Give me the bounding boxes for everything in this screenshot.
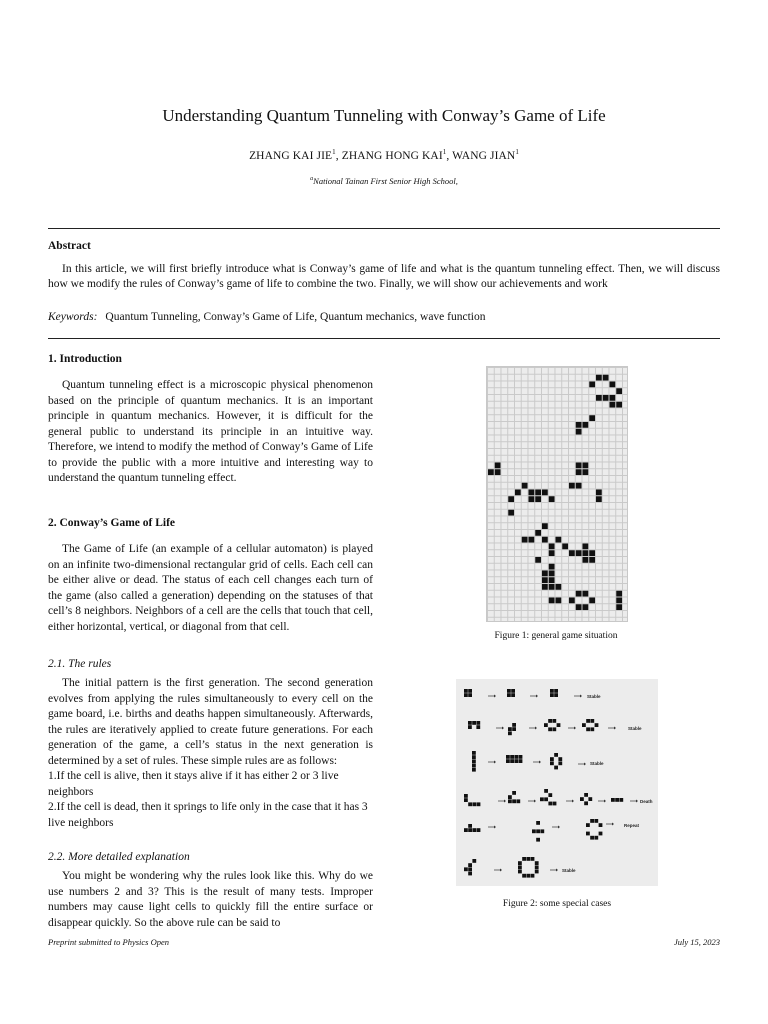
live-cell <box>583 604 589 610</box>
oscillator-pattern <box>532 829 536 833</box>
glider-pattern <box>468 872 472 876</box>
live-cell <box>529 490 535 496</box>
affiliation-mark: a <box>310 176 314 183</box>
beehive-pattern <box>586 727 590 731</box>
author-list <box>0 148 768 162</box>
live-cell <box>556 584 562 590</box>
live-cell <box>556 598 562 604</box>
live-cell <box>488 469 494 475</box>
live-cell <box>583 544 589 550</box>
dying-pattern <box>464 794 468 798</box>
block-pattern <box>514 759 518 763</box>
transition-arrowhead <box>574 727 576 730</box>
oscillator-pattern <box>594 836 598 840</box>
rule-1: 1.If the cell is alive, then it stays alive if it has either 2 or 3 live neighbors <box>48 770 339 798</box>
dying-pattern <box>508 795 512 799</box>
section-2-paragraph: The Game of Life (an example of a cellular automaton) is played on an infinite two-dimensional rectangular grid of cells. Each cell can be either alive or dead. The status of each cell changes each turn of the game (also called a generation) depending on the statuses of that cell’s 8 neighbors. Neighbors of a cell are the cells that touch that cell, either horizontal, vertical, or diagonal from that cell. <box>48 543 373 633</box>
block-pattern <box>554 689 558 693</box>
transition-arrowhead <box>614 727 616 730</box>
oscillator-pattern <box>599 823 603 827</box>
live-cell <box>515 490 521 496</box>
author-name: WANG JIAN <box>452 149 516 162</box>
block-pattern <box>554 693 558 697</box>
ring-pattern <box>554 766 558 770</box>
ring-pattern <box>522 874 526 878</box>
live-cell <box>596 490 602 496</box>
live-cell <box>535 557 541 563</box>
live-cell <box>508 510 514 516</box>
ring-pattern <box>518 861 522 865</box>
live-cell <box>603 395 609 401</box>
author-affiliation-mark: 1 <box>442 148 447 156</box>
block-pattern <box>519 755 523 759</box>
outcome-label: Death <box>640 799 653 804</box>
oscillator-pattern <box>586 832 590 836</box>
live-cell <box>583 591 589 597</box>
outcome-label: Stable <box>590 761 604 766</box>
abstract-bottom-rule <box>48 338 720 339</box>
subsection-2-1-body <box>48 676 373 831</box>
rule-2: 2.If the cell is dead, then it springs to life only in the case that it has 3 live neighbors <box>48 801 368 829</box>
seed-pattern <box>472 721 476 725</box>
seed-pattern <box>512 727 516 731</box>
live-cell <box>569 550 575 556</box>
live-cell <box>610 395 616 401</box>
live-cell <box>576 483 582 489</box>
live-cell <box>542 577 548 583</box>
block-pattern <box>507 689 511 693</box>
live-cell <box>535 490 541 496</box>
transition-arrowhead <box>556 869 558 872</box>
rules-paragraph: The initial pattern is the first generation. The second generation evolves from applying the rules simultaneously to every cell on the game board, i.e. births and deaths happen simultaneously. Afterwards, the rules are iteratively applied to create future generations. For each generation of the game, a cell’s status in the next generation is determined by a set of rules. These simple rules are as follows: <box>48 677 373 767</box>
dying-pattern <box>468 802 472 806</box>
seed-pattern <box>512 723 516 727</box>
live-cell <box>576 591 582 597</box>
block-pattern <box>468 693 472 697</box>
oscillator-pattern <box>536 829 540 833</box>
author-name: ZHANG HONG KAI <box>341 149 443 162</box>
ring-pattern <box>550 757 554 761</box>
line-pattern <box>472 751 476 755</box>
live-cell <box>529 496 535 502</box>
ring-pattern <box>558 757 562 761</box>
transition-arrowhead <box>558 826 560 829</box>
dying-pattern <box>512 791 516 795</box>
block-pattern <box>510 755 514 759</box>
glider-pattern <box>472 859 476 863</box>
live-cell <box>542 490 548 496</box>
oscillator-pattern <box>477 828 481 832</box>
dying-pattern <box>516 799 520 803</box>
subsection-2-1-heading: 2.1. The rules <box>48 658 112 670</box>
transition-arrowhead <box>612 823 614 826</box>
beehive-pattern <box>544 723 548 727</box>
dying-pattern <box>508 799 512 803</box>
live-cell <box>569 598 575 604</box>
figure-1-caption: Figure 1: general game situation <box>494 631 618 641</box>
dying-pattern <box>548 802 552 806</box>
live-cell <box>610 382 616 388</box>
transition-arrowhead <box>636 800 638 803</box>
live-cell <box>589 598 595 604</box>
outcome-label: Stable <box>587 694 601 699</box>
author-affiliation-mark: 1 <box>332 148 336 156</box>
live-cell <box>583 469 589 475</box>
dying-pattern <box>540 797 544 801</box>
live-cell <box>549 571 555 577</box>
transition-arrowhead <box>494 695 496 698</box>
ring-pattern <box>531 857 535 861</box>
oscillator-pattern <box>536 838 540 842</box>
section-1-heading: 1. Introduction <box>48 353 122 365</box>
live-cell <box>549 550 555 556</box>
oscillator-pattern <box>468 824 472 828</box>
live-cell <box>576 429 582 435</box>
transition-arrowhead <box>534 800 536 803</box>
affiliation-text: National Tainan First Senior High School, <box>313 176 458 186</box>
live-cell <box>542 537 548 543</box>
live-cell <box>549 544 555 550</box>
block-pattern <box>510 759 514 763</box>
live-cell <box>583 463 589 469</box>
live-cell <box>596 395 602 401</box>
paper-title: Understanding Quantum Tunneling with Conway’s Game of Life <box>162 106 606 125</box>
live-cell <box>562 544 568 550</box>
live-cell <box>508 496 514 502</box>
live-cell <box>616 591 622 597</box>
footer-preprint: Preprint submitted to Physics Open <box>48 937 170 947</box>
beehive-pattern <box>595 723 599 727</box>
subsection-2-2-heading: 2.2. More detailed explanation <box>48 851 190 863</box>
oscillator-pattern <box>468 828 472 832</box>
live-cell <box>616 402 622 408</box>
ring-pattern <box>535 861 539 865</box>
dying-pattern <box>580 797 584 801</box>
dying-pattern <box>464 798 468 802</box>
live-cell <box>542 584 548 590</box>
dying-pattern <box>512 799 516 803</box>
block-pattern <box>550 693 554 697</box>
beehive-pattern <box>548 727 552 731</box>
live-cell <box>616 598 622 604</box>
transition-arrowhead <box>535 727 537 730</box>
line-pattern <box>472 755 476 759</box>
live-cell <box>549 598 555 604</box>
seed-pattern <box>468 725 472 729</box>
outcome-label: Stable <box>628 726 642 731</box>
subsection-2-2-body <box>48 869 373 931</box>
live-cell <box>549 577 555 583</box>
live-cell <box>583 550 589 556</box>
dying-pattern <box>548 793 552 797</box>
affiliation <box>0 176 768 186</box>
transition-arrowhead <box>500 869 502 872</box>
figure-1-live-cells <box>487 367 627 621</box>
transition-arrowhead <box>604 800 606 803</box>
block-pattern <box>506 759 510 763</box>
seed-pattern <box>508 731 512 735</box>
transition-arrowhead <box>504 800 506 803</box>
block-pattern <box>550 689 554 693</box>
dying-pattern <box>619 798 623 802</box>
keywords-label: Keywords: <box>48 311 98 323</box>
dying-pattern <box>611 798 615 802</box>
author-name: ZHANG KAI JIE <box>249 149 333 162</box>
block-pattern <box>506 755 510 759</box>
glider-pattern <box>468 863 472 867</box>
beehive-pattern <box>586 719 590 723</box>
live-cell <box>576 422 582 428</box>
author-separator: , <box>446 149 453 162</box>
outcome-label: Stable <box>562 868 576 873</box>
live-cell <box>549 584 555 590</box>
ring-pattern <box>518 870 522 874</box>
live-cell <box>522 483 528 489</box>
transition-arrowhead <box>539 761 541 764</box>
dying-pattern <box>544 789 548 793</box>
dying-pattern <box>588 797 592 801</box>
line-pattern <box>472 759 476 763</box>
live-cell <box>535 496 541 502</box>
ring-pattern <box>526 874 530 878</box>
live-cell <box>616 388 622 394</box>
top-rule <box>48 228 720 229</box>
dying-pattern <box>584 793 588 797</box>
live-cell <box>576 469 582 475</box>
live-cell <box>522 537 528 543</box>
abstract-text: In this article, we will first briefly introduce what is Conway’s game of life and what is the quantum tunneling effect. Then, we will discuss how we modify the rules of Conway’s game of life to combine the two. Finally, we will show our achievements and work <box>48 263 720 290</box>
beehive-pattern <box>582 723 586 727</box>
beehive-pattern <box>590 727 594 731</box>
dying-pattern <box>544 797 548 801</box>
figure-2-special-cases <box>456 679 658 886</box>
seed-pattern <box>476 721 480 725</box>
author-affiliation-mark: 1 <box>515 148 519 156</box>
live-cell <box>576 463 582 469</box>
live-cell <box>596 496 602 502</box>
block-pattern <box>464 693 468 697</box>
transition-arrowhead <box>584 763 586 766</box>
live-cell <box>549 496 555 502</box>
keywords-text: Quantum Tunneling, Conway’s Game of Life, Quantum mechanics, wave function <box>105 311 486 323</box>
live-cell <box>549 564 555 570</box>
abstract-heading: Abstract <box>48 240 91 252</box>
glider-pattern <box>464 867 468 871</box>
dying-pattern <box>615 798 619 802</box>
live-cell <box>556 537 562 543</box>
dying-pattern <box>477 802 481 806</box>
block-pattern <box>519 759 523 763</box>
beehive-pattern <box>548 719 552 723</box>
transition-arrowhead <box>536 695 538 698</box>
transition-arrowhead <box>580 695 582 698</box>
ring-pattern <box>535 865 539 869</box>
transition-arrowhead <box>494 761 496 764</box>
oscillator-pattern <box>590 819 594 823</box>
figure-2-caption: Figure 2: some special cases <box>502 899 612 909</box>
figure-2-pattern-rows <box>456 679 658 886</box>
block-pattern <box>468 689 472 693</box>
live-cell <box>589 557 595 563</box>
ring-pattern <box>531 874 535 878</box>
beehive-pattern <box>552 727 556 731</box>
live-cell <box>542 571 548 577</box>
live-cell <box>529 537 535 543</box>
section-2-heading: 2. Conway’s Game of Life <box>48 517 176 529</box>
ring-pattern <box>522 857 526 861</box>
block-pattern <box>507 693 511 697</box>
beehive-pattern <box>552 719 556 723</box>
section-2-body <box>48 542 373 635</box>
transition-arrowhead <box>502 727 504 730</box>
outcome-label: Repeat <box>624 823 640 828</box>
dying-pattern <box>584 801 588 805</box>
live-cell <box>535 530 541 536</box>
block-pattern <box>511 693 515 697</box>
ring-pattern <box>558 761 562 765</box>
live-cell <box>596 375 602 381</box>
oscillator-pattern <box>464 828 468 832</box>
live-cell <box>610 402 616 408</box>
oscillator-pattern <box>472 828 476 832</box>
oscillator-pattern <box>599 832 603 836</box>
dying-pattern <box>553 802 557 806</box>
live-cell <box>589 415 595 421</box>
live-cell <box>583 422 589 428</box>
ring-pattern <box>554 753 558 757</box>
beehive-pattern <box>557 723 561 727</box>
oscillator-pattern <box>536 821 540 825</box>
line-pattern <box>472 768 476 772</box>
live-cell <box>589 382 595 388</box>
live-cell <box>576 550 582 556</box>
line-pattern <box>472 764 476 768</box>
glider-pattern <box>468 867 472 871</box>
keywords-line <box>48 311 485 323</box>
seed-pattern <box>508 727 512 731</box>
seed-pattern <box>468 721 472 725</box>
oscillator-pattern <box>590 836 594 840</box>
footer-date: July 15, 2023 <box>673 937 720 947</box>
ring-pattern <box>526 857 530 861</box>
block-pattern <box>514 755 518 759</box>
live-cell <box>576 604 582 610</box>
ring-pattern <box>518 865 522 869</box>
live-cell <box>542 523 548 529</box>
live-cell <box>495 469 501 475</box>
section-1-body <box>48 378 373 487</box>
ring-pattern <box>535 870 539 874</box>
ring-pattern <box>550 761 554 765</box>
live-cell <box>616 604 622 610</box>
live-cell <box>603 375 609 381</box>
transition-arrowhead <box>572 800 574 803</box>
beehive-pattern <box>590 719 594 723</box>
explanation-paragraph: You might be wondering why the rules look like this. Why do we use numbers 2 and 3? This is the result of many tests. Improper numbers may cause light cells to quickly fill the entire surface or disappear quickly. So the above rule can be said to <box>48 870 373 929</box>
live-cell <box>589 550 595 556</box>
seed-pattern <box>476 725 480 729</box>
block-pattern <box>464 689 468 693</box>
live-cell <box>495 463 501 469</box>
oscillator-pattern <box>594 819 598 823</box>
oscillator-pattern <box>540 829 544 833</box>
author-separator: , <box>335 149 342 162</box>
transition-arrowhead <box>494 826 496 829</box>
section-1-paragraph: Quantum tunneling effect is a microscopic physical phenomenon based on the principle of quantum mechanics. It is an important principle in quantum mechanics. However, it is difficult for the general public to understand its principle in an intuitive way. Therefore, we intend to modify the method of Conway’s Game of Life to provide the public with a more intuitive and interesting way to understand the quantum tunneling effect. <box>48 379 373 484</box>
oscillator-pattern <box>586 823 590 827</box>
block-pattern <box>511 689 515 693</box>
live-cell <box>583 557 589 563</box>
figure-1-game-grid <box>486 366 628 622</box>
live-cell <box>569 483 575 489</box>
dying-pattern <box>472 802 476 806</box>
